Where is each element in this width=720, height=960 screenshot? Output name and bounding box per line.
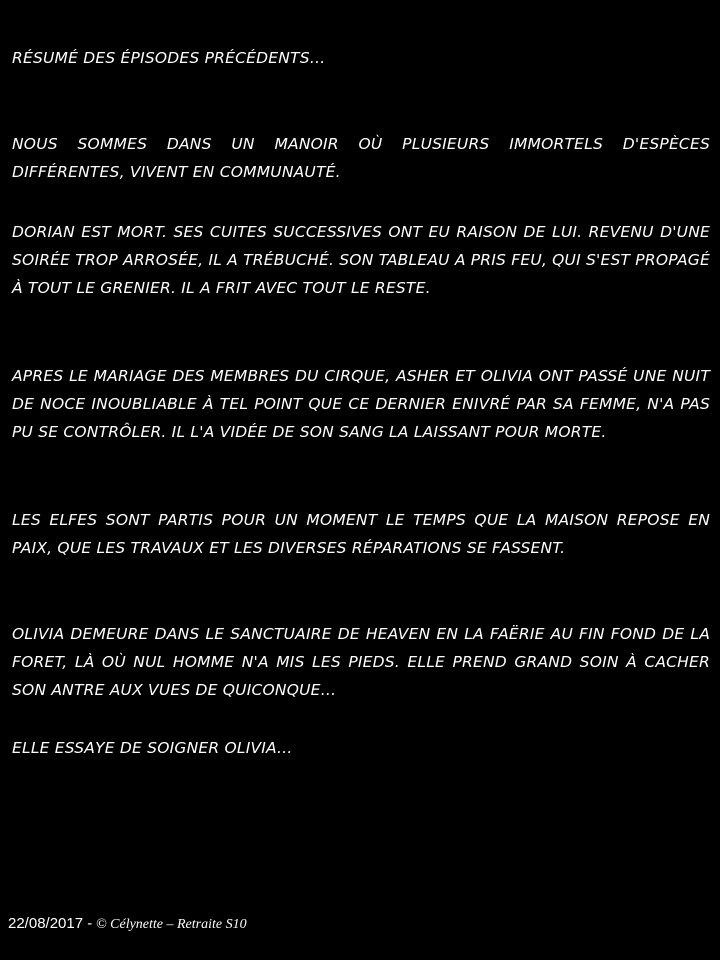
recap-paragraph: APRES LE MARIAGE DES MEMBRES DU CIRQUE, ASHER ET OLIVIA ONT PASSÉ UNE NUIT DE NOCE INOUBLIABLE À TEL POINT QUE CE DERNIER ENIVRÉ PAR SA FEMME, N'A PAS PU SE CONTRÔLER. IL L'A VIDÉE DE SON SANG LA LAISSANT POUR MORTE. xyxy=(12,367,710,441)
recap-paragraph: LES ELFES SONT PARTIS POUR UN MOMENT LE TEMPS QUE LA MAISON REPOSE EN PAIX, QUE LES TRAVAUX ET LES DIVERSES RÉPARATIONS SE FASSENT. xyxy=(12,511,710,557)
recap-paragraph: OLIVIA DEMEURE DANS LE SANCTUAIRE DE HEAVEN EN LA FAËRIE AU FIN FOND DE LA FORET, LÀ OÙ NUL HOMME N'A MIS LES PIEDS. ELLE PREND GRAND SOIN À CACHER SON ANTRE AUX VUES DE QUICONQUE… xyxy=(12,625,710,699)
recap-paragraph: DORIAN EST MORT. SES CUITES SUCCESSIVES ONT EU RAISON DE LUI. REVENU D'UNE SOIRÉE TROP ARROSÉE, IL A TRÉBUCHÉ. SON TABLEAU A PRIS FEU, QUI S'EST PROPAGÉ À TOUT LE GRENIER. IL A FRIT AVEC TOUT LE RESTE. xyxy=(12,223,710,297)
recap-paragraph: ELLE ESSAYE DE SOIGNER OLIVIA… xyxy=(12,739,293,757)
recap-title: RÉSUMÉ DES ÉPISODES PRÉCÉDENTS… xyxy=(12,49,326,67)
footer-date: 22/08/2017 - xyxy=(8,915,93,932)
footer xyxy=(8,915,247,933)
recap-paragraph: NOUS SOMMES DANS UN MANOIR OÙ PLUSIEURS IMMORTELS D'ESPÈCES DIFFÉRENTES, VIVENT EN COMMUNAUTÉ. xyxy=(12,135,710,181)
footer-credit: © Célynette – Retraite S10 xyxy=(96,917,247,932)
